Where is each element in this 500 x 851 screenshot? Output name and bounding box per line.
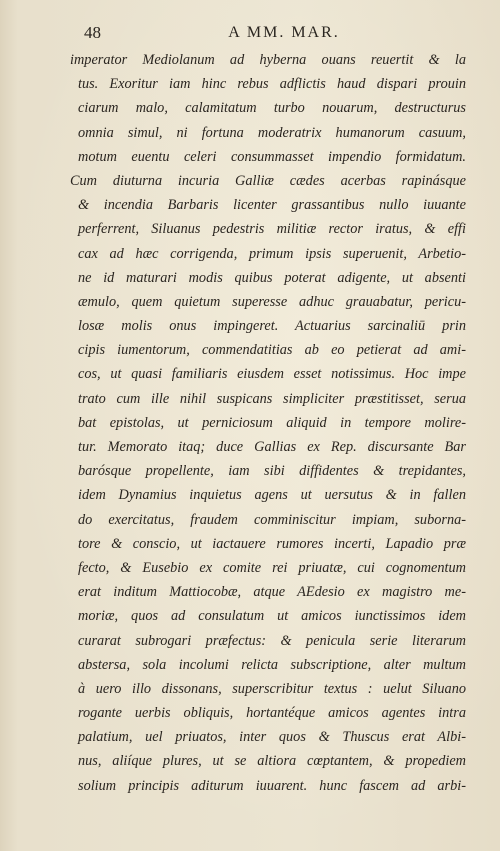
text-line: omnia simul, ni fortuna moderatrix humanorum casuum,: [78, 124, 466, 141]
text-line: trato cum ille nihil suspicans simpliciter præstitisset, serua: [78, 390, 466, 407]
text-line: nus, aliíque plures, ut se altiora cœptantem, & propediem: [78, 753, 466, 770]
page-header: [84, 22, 484, 46]
text-line: à uero illo dissonans, superscribitur textus : uelut Siluano: [78, 680, 466, 697]
text-line: moriæ, quos ad consulatum ut amicos iunctissimos idem: [78, 608, 466, 625]
text-line: ciarum malo, calamitatum turbo nouarum, destructurus: [78, 100, 466, 117]
text-line: cos, ut quasi familiaris eiusdem esset notissimus. Hoc impe: [78, 366, 466, 383]
text-line: cax ad hæc corrigenda, primum ipsis superuenit, Arbetio-: [78, 245, 466, 262]
text-line: solium principis aditurum iuuarent. hunc fascem ad arbi-: [78, 777, 466, 794]
text-line: perferrent, Siluanus pedestris militiæ rector iratus, & effi: [78, 221, 466, 238]
text-line: æmulo, quem quietum superesse adhuc grauabatur, pericu-: [78, 293, 466, 310]
text-line: erat inditum Mattiocobæ, atque AEdesio ex magistro me-: [78, 584, 466, 601]
text-line: cipis iumentorum, commendatitias ab eo petierat ad ami-: [78, 342, 466, 359]
text-line: tore & conscio, ut iactauere rumores incerti, Lapadio præ: [78, 535, 466, 552]
text-line: motum euentu celeri consummasset impendio formidatum.: [78, 148, 466, 165]
text-line: barósque propellente, iam sibi diffidentes & trepidantes,: [78, 463, 466, 480]
text-line: imperator Mediolanum ad hyberna ouans reuertit & la: [70, 52, 466, 68]
text-line: fecto, & Eusebio ex comite rei priuatæ, cui cognomentum: [78, 559, 466, 576]
text-line: do exercitatus, fraudem comminiscitur impiam, suborna-: [78, 511, 466, 528]
text-line: tus. Exoritur iam hinc rebus adflictis haud dispari prouin: [78, 76, 466, 93]
text-line: Cum diuturna incuria Galliæ cædes acerbas rapinásque: [70, 172, 466, 189]
text-line: rogante uerbis obliquis, hortantéque amicos agentes intra: [78, 705, 466, 722]
text-line: tur. Memorato itaq; duce Gallias ex Rep. discursante Bar: [78, 439, 466, 455]
text-line: curarat subrogari præfectus: & penicula serie literarum: [78, 632, 466, 649]
text-line: palatium, uel priuatos, inter quos & Thuscus erat Albi-: [78, 729, 466, 746]
text-line: bat epistolas, ut perniciosum aliquid in tempore molire-: [78, 414, 466, 431]
text-line: & incendia Barbaris licenter grassantibus nullo iuuante: [78, 197, 466, 214]
page-number: 48: [84, 23, 101, 42]
text-line: losæ molis onus impingeret. Actuarius sarcinaliū prin: [78, 318, 466, 335]
running-head: A MM. MAR.: [228, 24, 340, 41]
text-line: abstersa, sola incolumi relicta subscriptione, alter multum: [78, 656, 466, 673]
body-text: [70, 48, 466, 798]
text-line: ne id maturari modis quibus poterat adigente, ut absenti: [78, 269, 466, 286]
text-line: idem Dynamius inquietus agens ut uersutus & in fallen: [78, 487, 466, 504]
